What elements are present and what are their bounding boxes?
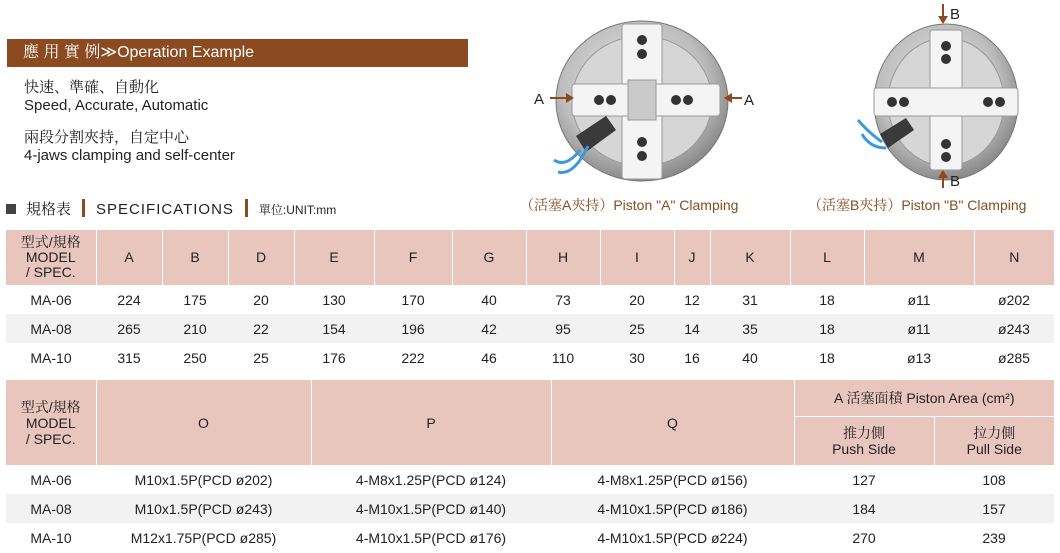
- specifications-heading: [6, 199, 336, 221]
- table-row: MA-08 M10x1.5P(PCD ø243) 4-M10x1.5P(PCD ø140) 4-M10x1.5P(PCD ø186) 184 157: [6, 494, 1054, 523]
- chuck-photo-b: [840, 2, 1030, 190]
- column-header: M: [864, 230, 974, 285]
- column-header: I: [600, 230, 674, 285]
- column-header: J: [674, 230, 710, 285]
- column-header: Q: [551, 380, 794, 465]
- model-cell: MA-06: [30, 471, 72, 488]
- model-cell: MA-08: [6, 314, 96, 343]
- divider: [245, 199, 248, 217]
- caption-piston-b: （活塞B夾持）Piston "B" Clamping: [808, 197, 1027, 213]
- model-cell: MA-08: [6, 494, 96, 523]
- piston-area-header: A 活塞面積 Piston Area (cm²): [794, 380, 1054, 417]
- caption-piston-a: （活塞A夾持）Piston "A" Clamping: [520, 197, 739, 213]
- model-cell: MA-10: [30, 349, 72, 366]
- column-header: F: [374, 230, 452, 285]
- column-header: G: [452, 230, 526, 285]
- table-header-row: [6, 230, 1054, 285]
- column-header: D: [228, 230, 294, 285]
- model-header: 型式/規格 MODEL / SPEC.: [6, 230, 96, 285]
- table-row: MA-10 M12x1.75P(PCD ø285) 4-M10x1.5P(PCD ø176) 4-M10x1.5P(PCD ø224) 270 239: [6, 523, 1054, 552]
- column-header: K: [710, 230, 790, 285]
- section-banner: 應 用 實 例≫Operation Example: [7, 39, 468, 67]
- square-bullet-icon: [6, 204, 16, 214]
- column-header: E: [294, 230, 374, 285]
- spec-title-en: SPECIFICATIONS: [96, 201, 234, 218]
- table-row: MA-06 224 175 20 130 170 40 73 20 12 31 18 ø11 ø202: [6, 285, 1054, 314]
- divider: [82, 199, 85, 217]
- model-header: 型式/規格 MODEL / SPEC.: [6, 380, 96, 465]
- chuck-photo-a: [530, 18, 780, 188]
- table-row: MA-08 265 210 22 154 196 42 95 25 14 35 18 ø11 ø243: [6, 314, 1054, 343]
- dimension-table: [6, 230, 1054, 372]
- column-header: B: [162, 230, 228, 285]
- intro-line1-en: Speed, Accurate, Automatic: [24, 97, 209, 114]
- column-header: H: [526, 230, 600, 285]
- thread-area-table: [6, 380, 1054, 552]
- label-b-bottom: B: [950, 173, 961, 190]
- table-header-row: [6, 380, 1054, 417]
- intro-clamping: [24, 129, 235, 165]
- unit-label: 單位:UNIT:mm: [258, 203, 337, 217]
- column-header: A: [96, 230, 162, 285]
- intro-line2-zh: 兩段分割夾持，自定中心: [24, 129, 190, 146]
- intro-features: [24, 79, 208, 115]
- table-row: MA-10 315 250 25 176 222 46 110 30 16 40 18 ø13 ø285: [6, 343, 1054, 372]
- pull-side-header: 拉力側 Pull Side: [934, 417, 1054, 466]
- model-cell: MA-10: [30, 529, 72, 546]
- label-b-top: B: [950, 6, 961, 23]
- column-header: P: [311, 380, 551, 465]
- column-header: L: [790, 230, 864, 285]
- label-a-right: A: [744, 92, 755, 109]
- column-header: N: [974, 230, 1054, 285]
- push-side-header: 推力側 Push Side: [794, 417, 934, 466]
- model-cell: MA-06: [30, 291, 72, 308]
- spec-title-zh: 規格表: [26, 201, 72, 218]
- intro-line1-zh: 快速、準確、自動化: [24, 79, 160, 96]
- column-header: O: [96, 380, 311, 465]
- table-row: MA-06 M10x1.5P(PCD ø202) 4-M8x1.25P(PCD ø124) 4-M8x1.25P(PCD ø156) 127 108: [6, 465, 1054, 494]
- label-a-left: A: [534, 91, 545, 108]
- intro-line2-en: 4-jaws clamping and self-center: [24, 147, 235, 164]
